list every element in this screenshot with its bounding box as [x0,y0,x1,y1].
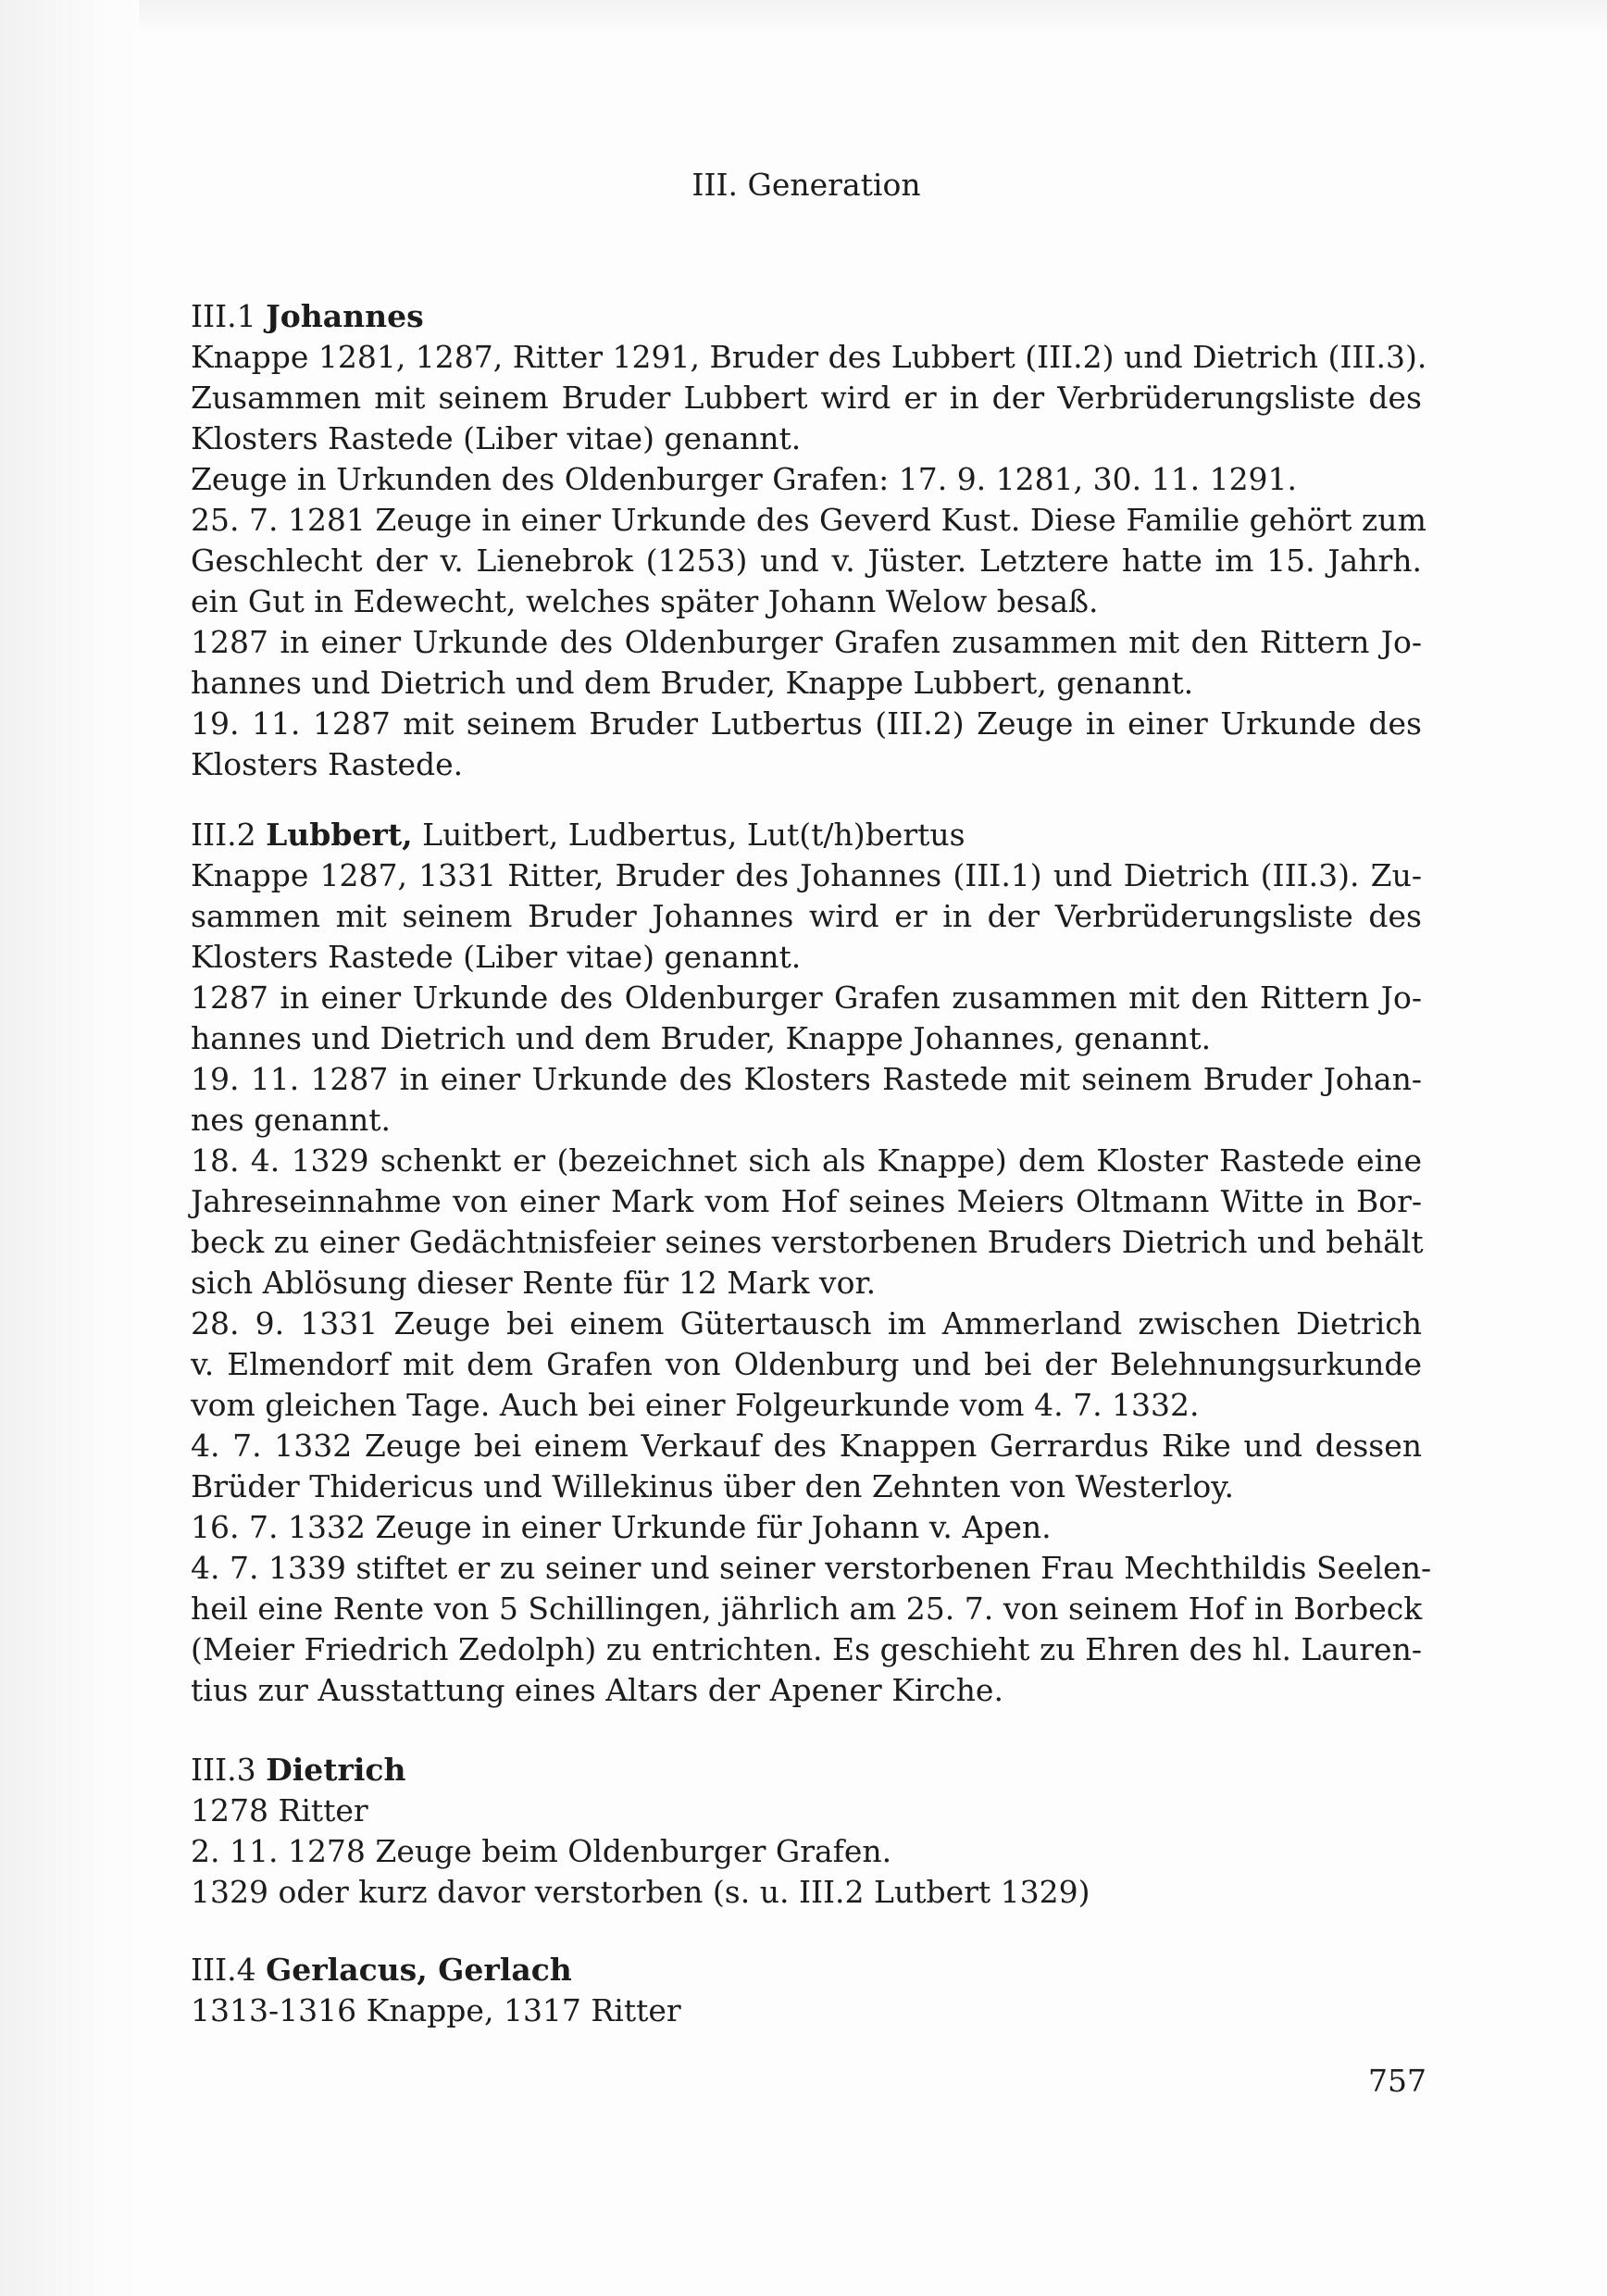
text-line: 1313-1316 Knappe, 1317 Ritter [191,1992,681,2028]
text-line: sammen mit seinem Bruder Johannes wird er in der Verbrüderungsliste des [191,898,1422,934]
text-line: (Meier Friedrich Zedolph) zu entrichten. Es geschieht zu Ehren des hl. Lauren- [191,1631,1422,1667]
generation-heading: III. Generation [691,167,921,203]
text-line: Zeuge in Urkunden des Oldenburger Grafen: 17. 9. 1281, 30. 11. 1291. [191,461,1298,497]
text-line: hannes und Dietrich und dem Bruder, Knappe Lubbert, genannt. [191,665,1194,701]
text-line: 19. 11. 1287 mit seinem Bruder Lutbertus (III.2) Zeuge in einer Urkunde des [191,705,1422,742]
text-line: Klosters Rastede (Liber vitae) genannt. [191,420,802,456]
text-line: beck zu einer Gedächtnisfeier seines verstorbenen Bruders Dietrich und behält [191,1224,1424,1260]
text-line: 28. 9. 1331 Zeuge bei einem Gütertausch im Ammerland zwischen Dietrich [191,1305,1422,1341]
text-line: 18. 4. 1329 schenkt er (bezeichnet sich als Knappe) dem Kloster Rastede eine [191,1142,1422,1179]
text-line: 4. 7. 1332 Zeuge bei einem Verkauf des Knappen Gerrardus Rike und dessen [191,1428,1422,1464]
text-line: sich Ablösung dieser Rente für 12 Mark vor. [191,1265,877,1301]
entry-iii-3 [191,1750,1422,1913]
text-line: 25. 7. 1281 Zeuge in einer Urkunde des Geverd Kust. Diese Familie gehört zum [191,502,1426,538]
text-line: Klosters Rastede (Liber vitae) genannt. [191,939,802,975]
text-line: Klosters Rastede. [191,746,464,782]
entry-number: III.4 [191,1952,256,1988]
entry-heading [191,815,1422,855]
text-line: 4. 7. 1339 stiftet er zu seiner und seiner verstorbenen Frau Mechthildis Seelen- [191,1550,1432,1586]
text-line: 16. 7. 1332 Zeuge in einer Urkunde für Johann v. Apen. [191,1509,1052,1545]
text-line: 2. 11. 1278 Zeuge beim Oldenburger Grafen. [191,1833,892,1869]
entry-iii-2 [191,815,1432,1711]
text-line: 1278 Ritter [191,1792,368,1828]
entry-heading [191,1950,1422,1990]
text-line: 1287 in einer Urkunde des Oldenburger Grafen zusammen mit den Rittern Jo- [191,980,1422,1016]
entry-heading [191,1750,1422,1791]
text-line: Jahreseinnahme von einer Mark vom Hof seines Meiers Oltmann Witte in Bor- [191,1183,1422,1219]
text-line: tius zur Ausstattung eines Altars der Apener Kirche. [191,1672,1003,1708]
entry-name: Lubbert, [266,817,413,853]
entry-name: Johannes [266,298,424,334]
entry-number: III.3 [191,1752,256,1788]
text-line: Knappe 1287, 1331 Ritter, Bruder des Johannes (III.1) und Dietrich (III.3). Zu- [191,857,1422,893]
text-line: 1287 in einer Urkunde des Oldenburger Grafen zusammen mit den Rittern Jo- [191,624,1422,660]
entry-iii-4 [191,1950,1422,2031]
text-line: 19. 11. 1287 in einer Urkunde des Klosters Rastede mit seinem Bruder Johan- [191,1061,1422,1097]
entry-number: III.1 [191,298,256,334]
text-line: nes genannt. [191,1102,392,1138]
page-number: 757 [1368,2063,1426,2099]
text-line: vom gleichen Tage. Auch bei einer Folgeurkunde vom 4. 7. 1332. [191,1387,1200,1423]
text-line: Zusammen mit seinem Bruder Lubbert wird er in der Verbrüderungsliste des [191,380,1422,416]
text-line: Geschlecht der v. Lienebrok (1253) und v. Jüster. Letztere hatte im 15. Jahrh. [191,543,1422,579]
entry-name: Dietrich [266,1752,406,1788]
entry-iii-1 [191,296,1427,785]
scan-edge-shadow [0,0,139,2296]
text-line: v. Elmendorf mit dem Grafen von Oldenburg und bei der Belehnungsurkunde [191,1346,1422,1382]
scan-top-shadow [139,0,1607,37]
text-line: hannes und Dietrich und dem Bruder, Knappe Johannes, genannt. [191,1020,1212,1056]
text-line: Brüder Thidericus und Willekinus über den Zehnten von Westerloy. [191,1468,1235,1504]
entry-number: III.2 [191,817,256,853]
entry-name-variants: Luitbert, Ludbertus, Lut(t/h)bertus [422,817,965,853]
text-line: heil eine Rente von 5 Schillingen, jährlich am 25. 7. von seinem Hof in Borbeck [191,1591,1423,1627]
entry-name: Gerlacus, Gerlach [266,1952,572,1988]
entry-heading [191,296,1422,337]
text-line: ein Gut in Edewecht, welches später Johann Welow besaß. [191,583,1099,619]
text-line: Knappe 1281, 1287, Ritter 1291, Bruder des Lubbert (III.2) und Dietrich (III.3). [191,339,1427,375]
text-line: 1329 oder kurz davor verstorben (s. u. III.2 Lutbert 1329) [191,1874,1090,1910]
